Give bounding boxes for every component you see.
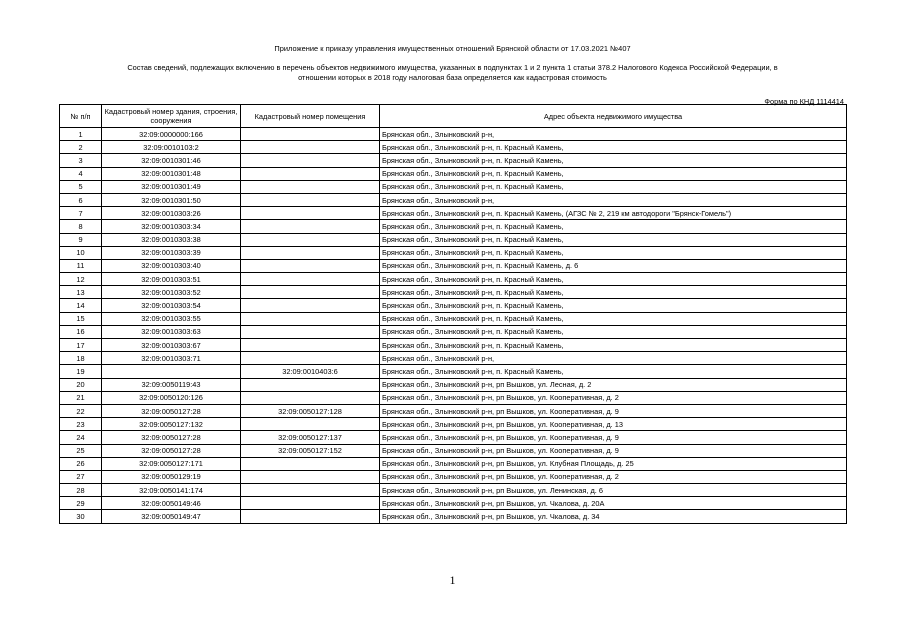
cell-row-number: 24: [60, 431, 102, 444]
cell-premises-cadastral: [241, 220, 380, 233]
cell-building-cadastral: 32:09:0050141:174: [102, 484, 241, 497]
cell-address: Брянская обл., Злынковский р-н, п. Красный Камень, (АГЗС № 2, 219 км автодороги "Брянск-Гомель"): [380, 207, 847, 220]
cell-row-number: 29: [60, 497, 102, 510]
table-row: [60, 246, 847, 259]
table-row: [60, 484, 847, 497]
cell-row-number: 30: [60, 510, 102, 523]
cell-building-cadastral: 32:09:0050129:19: [102, 470, 241, 483]
cell-address: Брянская обл., Злынковский р-н,: [380, 193, 847, 206]
cell-premises-cadastral: [241, 286, 380, 299]
cell-row-number: 1: [60, 128, 102, 141]
cell-row-number: 18: [60, 352, 102, 365]
cell-premises-cadastral: [241, 484, 380, 497]
cell-premises-cadastral: [241, 154, 380, 167]
cell-premises-cadastral: [241, 457, 380, 470]
cell-building-cadastral: 32:09:0050127:28: [102, 444, 241, 457]
cell-building-cadastral: 32:09:0010301:50: [102, 193, 241, 206]
cell-premises-cadastral: 32:09:0050127:128: [241, 404, 380, 417]
table-row: [60, 299, 847, 312]
cell-premises-cadastral: [241, 233, 380, 246]
table-row: [60, 154, 847, 167]
cell-building-cadastral: 32:09:0050127:28: [102, 431, 241, 444]
table-row: [60, 352, 847, 365]
column-header-number: № п/п: [60, 105, 102, 128]
cell-address: Брянская обл., Злынковский р-н, п. Красный Камень,: [380, 233, 847, 246]
cell-address: Брянская обл., Злынковский р-н, рп Вышков, ул. Кооперативная, д. 9: [380, 444, 847, 457]
cell-building-cadastral: 32:09:0050119:43: [102, 378, 241, 391]
cell-address: Брянская обл., Злынковский р-н, п. Красный Камень,: [380, 246, 847, 259]
cell-building-cadastral: 32:09:0010303:54: [102, 299, 241, 312]
cell-address: Брянская обл., Злынковский р-н, п. Красный Камень,: [380, 273, 847, 286]
cell-address: Брянская обл., Злынковский р-н, п. Красный Камень,: [380, 141, 847, 154]
cell-row-number: 2: [60, 141, 102, 154]
table-body: [60, 128, 847, 524]
cell-row-number: 12: [60, 273, 102, 286]
cell-row-number: 7: [60, 207, 102, 220]
table-row: [60, 510, 847, 523]
cell-row-number: 13: [60, 286, 102, 299]
cell-address: Брянская обл., Злынковский р-н,: [380, 128, 847, 141]
cell-row-number: 17: [60, 339, 102, 352]
cell-address: Брянская обл., Злынковский р-н, п. Красный Камень,: [380, 339, 847, 352]
cell-address: Брянская обл., Злынковский р-н, рп Вышков, ул. Кооперативная, д. 2: [380, 470, 847, 483]
document-title-line-1: Состав сведений, подлежащих включению в перечень объектов недвижимого имущества, указанных в подпунктах 1 и 2 пункта 1 статьи 378.2 Налогового Кодекса Российской Федерации, в: [127, 63, 778, 72]
cell-address: Брянская обл., Злынковский р-н, рп Вышков, ул. Кооперативная, д. 9: [380, 404, 847, 417]
cell-building-cadastral: 32:09:0000000:166: [102, 128, 241, 141]
cell-premises-cadastral: [241, 193, 380, 206]
table-row: [60, 431, 847, 444]
cell-row-number: 4: [60, 167, 102, 180]
column-header-building-cadastral: Кадастровый номер здания, строения, сооружения: [102, 105, 241, 128]
cell-address: Брянская обл., Злынковский р-н, рп Вышков, ул. Клубная Площадь, д. 25: [380, 457, 847, 470]
table-row: [60, 470, 847, 483]
cell-premises-cadastral: [241, 339, 380, 352]
cell-premises-cadastral: [241, 352, 380, 365]
cell-row-number: 25: [60, 444, 102, 457]
cell-address: Брянская обл., Злынковский р-н, рп Вышков, ул. Чкалова, д. 34: [380, 510, 847, 523]
cell-row-number: 6: [60, 193, 102, 206]
cell-premises-cadastral: [241, 207, 380, 220]
cell-building-cadastral: 32:09:0010301:49: [102, 180, 241, 193]
cell-building-cadastral: 32:09:0050127:28: [102, 404, 241, 417]
cell-building-cadastral: 32:09:0010303:71: [102, 352, 241, 365]
table-row: [60, 312, 847, 325]
cell-building-cadastral: 32:09:0010303:26: [102, 207, 241, 220]
cell-building-cadastral: 32:09:0010303:67: [102, 339, 241, 352]
document-title-line-2: отношении которых в 2018 году налоговая база определяется как кадастровая стоимость: [298, 73, 607, 82]
cell-building-cadastral: 32:09:0010303:34: [102, 220, 241, 233]
page-number: 1: [449, 573, 456, 587]
table-row: [60, 418, 847, 431]
cell-building-cadastral: 32:09:0010303:38: [102, 233, 241, 246]
cell-address: Брянская обл., Злынковский р-н, п. Красный Камень, д. 6: [380, 259, 847, 272]
table-row: [60, 444, 847, 457]
cell-address: Брянская обл., Злынковский р-н, п. Красный Камень,: [380, 312, 847, 325]
cell-premises-cadastral: 32:09:0050127:152: [241, 444, 380, 457]
cell-premises-cadastral: [241, 141, 380, 154]
cell-address: Брянская обл., Злынковский р-н, п. Красный Камень,: [380, 220, 847, 233]
cell-address: Брянская обл., Злынковский р-н,: [380, 352, 847, 365]
cell-row-number: 15: [60, 312, 102, 325]
cell-row-number: 27: [60, 470, 102, 483]
cell-address: Брянская обл., Злынковский р-н, п. Красный Камень,: [380, 154, 847, 167]
document-title: [60, 63, 845, 83]
cell-address: Брянская обл., Злынковский р-н, рп Вышков, ул. Ленинская, д. 6: [380, 484, 847, 497]
cell-building-cadastral: 32:09:0050149:47: [102, 510, 241, 523]
cell-premises-cadastral: [241, 378, 380, 391]
column-header-premises-cadastral: Кадастровый номер помещения: [241, 105, 380, 128]
table-row: [60, 457, 847, 470]
cell-premises-cadastral: 32:09:0050127:137: [241, 431, 380, 444]
cell-premises-cadastral: [241, 273, 380, 286]
table-row: [60, 220, 847, 233]
cell-building-cadastral: 32:09:0010301:46: [102, 154, 241, 167]
cell-row-number: 16: [60, 325, 102, 338]
cell-row-number: 21: [60, 391, 102, 404]
cell-row-number: 26: [60, 457, 102, 470]
table-row: [60, 273, 847, 286]
table-row: [60, 259, 847, 272]
cell-building-cadastral: 32:09:0010303:51: [102, 273, 241, 286]
cell-row-number: 5: [60, 180, 102, 193]
table-row: [60, 167, 847, 180]
cell-premises-cadastral: [241, 128, 380, 141]
order-reference: Приложение к приказу управления имущественных отношений Брянской области от 17.03.2021 №407: [274, 44, 631, 53]
cell-address: Брянская обл., Злынковский р-н, п. Красный Камень,: [380, 167, 847, 180]
cell-address: Брянская обл., Злынковский р-н, рп Вышков, ул. Чкалова, д. 20А: [380, 497, 847, 510]
table-row: [60, 193, 847, 206]
cell-address: Брянская обл., Злынковский р-н, рп Вышков, ул. Кооперативная, д. 2: [380, 391, 847, 404]
table-row: [60, 233, 847, 246]
cell-building-cadastral: 32:09:0010303:39: [102, 246, 241, 259]
cell-premises-cadastral: [241, 167, 380, 180]
cell-building-cadastral: 32:09:0050127:132: [102, 418, 241, 431]
cell-premises-cadastral: [241, 470, 380, 483]
table-row: [60, 404, 847, 417]
table-row: [60, 141, 847, 154]
cell-address: Брянская обл., Злынковский р-н, рп Вышков, ул. Кооперативная, д. 13: [380, 418, 847, 431]
cell-building-cadastral: 32:09:0050149:46: [102, 497, 241, 510]
cell-premises-cadastral: 32:09:0010403:6: [241, 365, 380, 378]
cell-row-number: 10: [60, 246, 102, 259]
table-row: [60, 497, 847, 510]
table-header-row: [60, 105, 847, 128]
cell-building-cadastral: 32:09:0050120:126: [102, 391, 241, 404]
cell-row-number: 8: [60, 220, 102, 233]
cell-row-number: 22: [60, 404, 102, 417]
cell-premises-cadastral: [241, 391, 380, 404]
cell-row-number: 19: [60, 365, 102, 378]
cell-premises-cadastral: [241, 312, 380, 325]
column-header-address: Адрес объекта недвижимого имущества: [380, 105, 847, 128]
cell-building-cadastral: 32:09:0010301:48: [102, 167, 241, 180]
cell-premises-cadastral: [241, 510, 380, 523]
cell-address: Брянская обл., Злынковский р-н, п. Красный Камень,: [380, 365, 847, 378]
table-row: [60, 339, 847, 352]
cell-address: Брянская обл., Злынковский р-н, п. Красный Камень,: [380, 180, 847, 193]
cell-row-number: 9: [60, 233, 102, 246]
cell-address: Брянская обл., Злынковский р-н, п. Красный Камень,: [380, 325, 847, 338]
cell-row-number: 3: [60, 154, 102, 167]
cell-premises-cadastral: [241, 246, 380, 259]
table-row: [60, 207, 847, 220]
cell-premises-cadastral: [241, 325, 380, 338]
table-row: [60, 365, 847, 378]
cell-address: Брянская обл., Злынковский р-н, рп Вышков, ул. Лесная, д. 2: [380, 378, 847, 391]
cell-row-number: 23: [60, 418, 102, 431]
cell-row-number: 28: [60, 484, 102, 497]
cell-premises-cadastral: [241, 180, 380, 193]
cell-row-number: 11: [60, 259, 102, 272]
cell-building-cadastral: 32:09:0050127:171: [102, 457, 241, 470]
property-register-table: [59, 104, 847, 524]
cell-building-cadastral: 32:09:0010303:63: [102, 325, 241, 338]
cell-building-cadastral: [102, 365, 241, 378]
cell-premises-cadastral: [241, 259, 380, 272]
form-code-label: Форма по КНД 1114414: [764, 97, 844, 106]
cell-premises-cadastral: [241, 299, 380, 312]
cell-address: Брянская обл., Злынковский р-н, п. Красный Камень,: [380, 299, 847, 312]
cell-building-cadastral: 32:09:0010303:40: [102, 259, 241, 272]
cell-premises-cadastral: [241, 418, 380, 431]
table-row: [60, 391, 847, 404]
cell-address: Брянская обл., Злынковский р-н, п. Красный Камень,: [380, 286, 847, 299]
cell-building-cadastral: 32:09:0010303:55: [102, 312, 241, 325]
cell-premises-cadastral: [241, 497, 380, 510]
cell-building-cadastral: 32:09:0010103:2: [102, 141, 241, 154]
table-row: [60, 286, 847, 299]
table-row: [60, 128, 847, 141]
cell-building-cadastral: 32:09:0010303:52: [102, 286, 241, 299]
cell-row-number: 14: [60, 299, 102, 312]
table-row: [60, 325, 847, 338]
cell-row-number: 20: [60, 378, 102, 391]
cell-address: Брянская обл., Злынковский р-н, рп Вышков, ул. Кооперативная, д. 9: [380, 431, 847, 444]
table-row: [60, 378, 847, 391]
table-row: [60, 180, 847, 193]
